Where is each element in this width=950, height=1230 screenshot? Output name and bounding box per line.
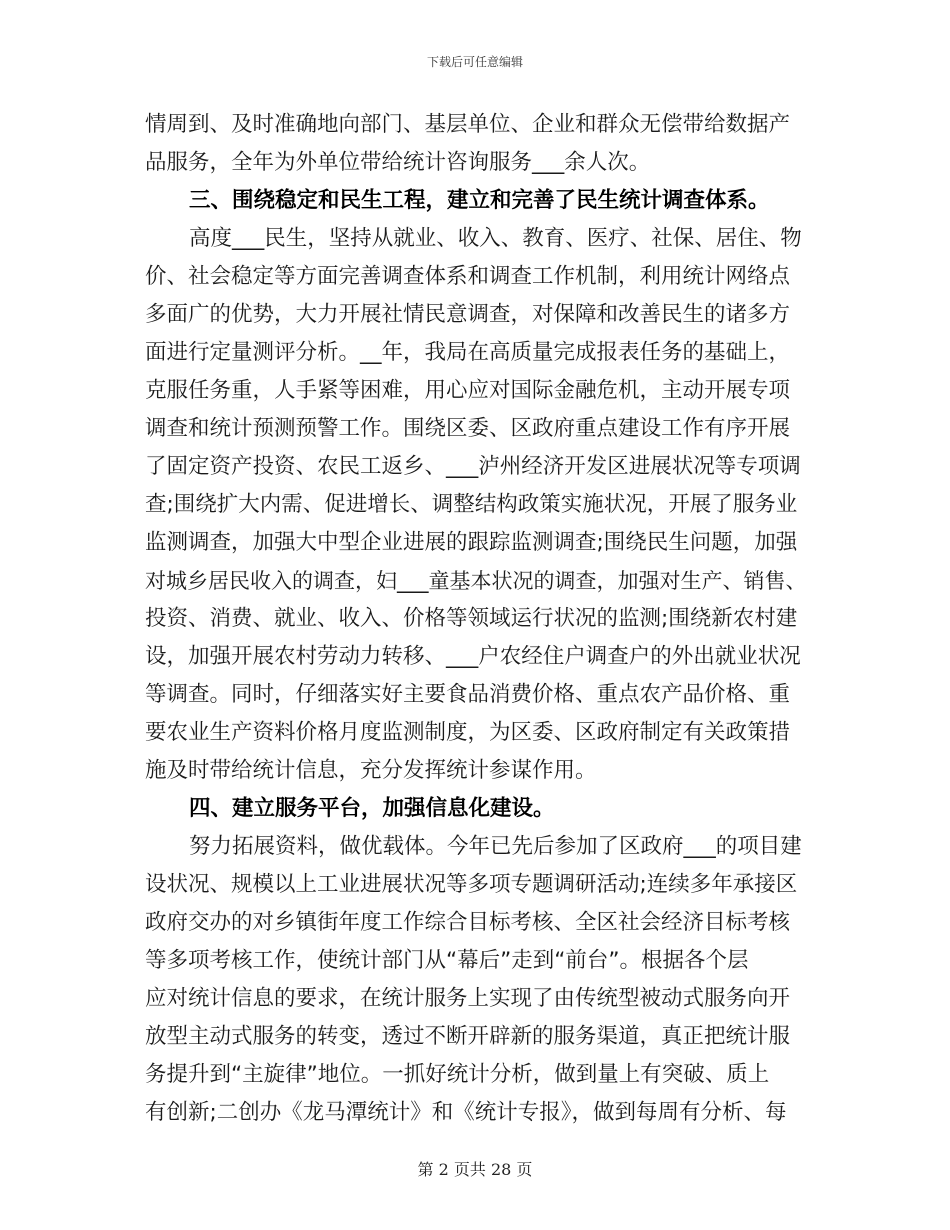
paragraph-line: 要农业生产资料价格月度监测制度，为区委、区政府制定有关政策措 [145, 720, 791, 745]
paragraph-line: 多面广的优势，大力开展社情民意调查，对保障和改善民生的诸多方 [145, 302, 791, 327]
paragraph-line: 面进行定量测评分析。__年，我局在高质量完成报表任务的基础上， [145, 340, 791, 365]
page-header: 下载后可任意编辑 [426, 55, 523, 69]
paragraph-line: 设状况、规模以上工业进展状况等多项专题调研活动;连续多年承接区 [145, 872, 798, 897]
paragraph-line: 价、社会稳定等方面完善调查体系和调查工作机制，利用统计网络点 [145, 264, 791, 289]
paragraph-line: 等多项考核工作，使统计部门从“幕后”走到“前台”。根据各个层 [145, 948, 749, 973]
paragraph-line: 投资、消费、就业、收入、价格等领域运行状况的监测;围绕新农村建 [145, 606, 798, 631]
paragraph-line: 努力拓展资料，做优载体。今年已先后参加了区政府___的项目建 [189, 834, 802, 859]
paragraph-line: 设，加强开展农村劳动力转移、___户农经住户调查户的外出就业状况 [145, 644, 801, 669]
paragraph-line: 克服任务重，人手紧等困难，用心应对国际金融危机，主动开展专项 [145, 378, 791, 403]
section-heading: 四、建立服务平台，加强信息化建设。 [189, 796, 555, 821]
paragraph-line: 有创新;二创办《龙马潭统计》和《统计专报》，做到每周有分析、每 [145, 1100, 787, 1125]
paragraph-line: 对城乡居民收入的调查，妇___童基本状况的调查，加强对生产、销售、 [145, 569, 807, 593]
paragraph-line: 政府交办的对乡镇街年度工作综合目标考核、全区社会经济目标考核 [145, 910, 791, 935]
page-footer: 第 2 页共 28 页 [417, 1160, 533, 1179]
paragraph-line: 高度___民生，坚持从就业、收入、教育、医疗、社保、居住、物 [189, 226, 802, 251]
section-heading: 三、围绕稳定和民生工程，建立和完善了民生统计调查体系。 [189, 188, 770, 213]
paragraph-line: 情周到、及时准确地向部门、基层单位、企业和群众无偿带给数据产 [145, 112, 791, 137]
paragraph-line: 应对统计信息的要求，在统计服务上实现了由传统型被动式服务向开 [145, 986, 791, 1011]
paragraph-line: 查;围绕扩大内需、促进增长、调整结构政策实施状况，开展了服务业 [145, 492, 798, 517]
paragraph-line: 了固定资产投资、农民工返乡、___泸州经济开发区进展状况等专项调 [145, 454, 801, 479]
paragraph-line: 施及时带给统计信息，充分发挥统计参谋作用。 [145, 758, 597, 783]
paragraph-line: 调查和统计预测预警工作。围绕区委、区政府重点建设工作有序开展 [145, 416, 791, 441]
paragraph-line: 放型主动式服务的转变，透过不断开辟新的服务渠道，真正把统计服 [145, 1024, 791, 1049]
paragraph-line: 监测调查，加强大中型企业进展的跟踪监测调查;围绕民生问题，加强 [145, 530, 798, 555]
paragraph-line: 务提升到“主旋律”地位。一抓好统计分析，做到量上有突破、质上 [145, 1062, 770, 1087]
paragraph-line: 等调查。同时，仔细落实好主要食品消费价格、重点农产品价格、重 [145, 682, 791, 707]
paragraph-line: 品服务，全年为外单位带给统计咨询服务___余人次。 [145, 150, 651, 175]
